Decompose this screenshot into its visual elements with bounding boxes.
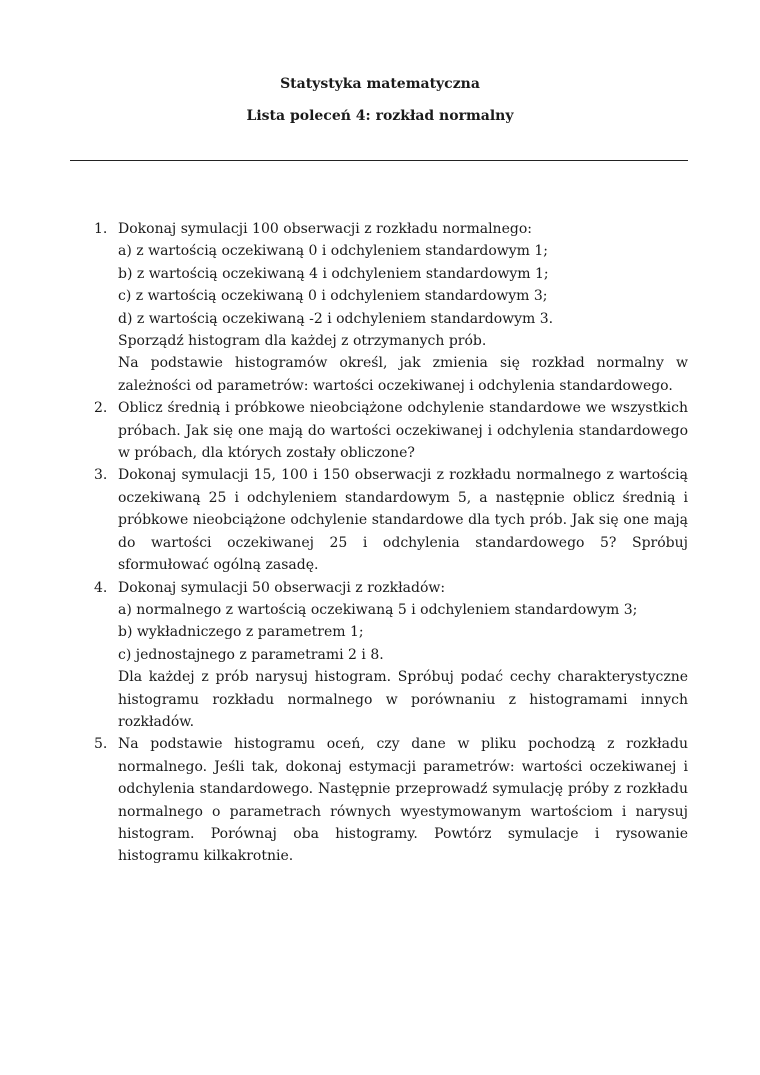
task-option: d) z wartością oczekiwaną -2 i odchyleniem standardowym 3. (118, 310, 554, 327)
task-intro: Dokonaj symulacji 100 obserwacji z rozkładu normalnego: (118, 221, 532, 237)
task-number: 1. (94, 221, 108, 237)
task-number: 4. (94, 579, 108, 596)
task-number: 5. (94, 736, 108, 753)
task-option: c) z wartością oczekiwaną 0 i odchyleniem standardowym 3; (118, 288, 548, 305)
task-option: b) z wartością oczekiwaną 4 i odchyleniem standardowym 1; (118, 265, 549, 282)
task-number: 3. (94, 467, 108, 484)
task-list (94, 218, 688, 868)
task-instruction: Sporządź histogram dla każdej z otrzymanych prób. (118, 333, 487, 350)
task-option: a) normalnego z wartością oczekiwaną 5 i odchyleniem standardowym 3; (118, 601, 638, 618)
task-intro: Dokonaj symulacji 50 obserwacji z rozkładów: (118, 579, 446, 596)
list-title: Lista poleceń 4: rozkład normalny (246, 108, 514, 124)
course-title: Statystyka matematyczna (280, 76, 480, 92)
task-number: 2. (94, 400, 108, 417)
task-instruction: Dla każdej z prób narysuj histogram. Spróbuj podać cechy charakterystyczne histogramu rozkładu normalnego w porównaniu z histogramami innych rozkładów. (118, 669, 688, 730)
task-option: b) wykładniczego z parametrem 1; (118, 624, 364, 641)
task-option: a) z wartością oczekiwaną 0 i odchyleniem standardowym 1; (118, 243, 549, 260)
task-item-3 (94, 464, 688, 576)
task-text: Oblicz średnią i próbkowe nieobciążone odchylenie standardowe we wszystkich próbach. Jak się one mają do wartości oczekiwanej i odchylenia standardowego w próbach, dla których zostały obliczone? (118, 400, 688, 462)
task-option: c) jednostajnego z parametrami 2 i 8. (118, 646, 384, 663)
task-question: Na podstawie histogramów określ, jak zmienia się rozkład normalny w zależności od parametrów: wartości oczekiwanej i odchylenia standardowego. (118, 355, 688, 394)
task-text: Dokonaj symulacji 15, 100 i 150 obserwacji z rozkładu normalnego z wartością oczekiwaną 25 i odchyleniem standardowym 5, a następnie oblicz średnią i próbkowe nieobciążone odchylenie standardowe dla tych prób. Jak się one mają do wartości oczekiwanej 25 i odchylenia standardowego 5? Spróbuj sformułować ogólną zasadę. (118, 467, 688, 574)
task-item-4 (94, 577, 688, 734)
task-text: Na podstawie histogramu oceń, czy dane w pliku pochodzą z rozkładu normalnego. Jeśli tak, dokonaj estymacji parametrów: wartości oczekiwanej i odchylenia standardowego. Następnie przeprowadź symulację próby z rozkładu normalnego o parametrach równych wyestymowanym wartościom i narysuj histogram. Porównaj oba histogramy. Powtórz symulacje i rysowanie histogramu kilkakrotnie. (118, 736, 688, 865)
task-item-2 (94, 397, 688, 464)
task-item-1 (94, 218, 688, 397)
task-item-5 (94, 733, 688, 867)
horizontal-divider (70, 160, 688, 161)
